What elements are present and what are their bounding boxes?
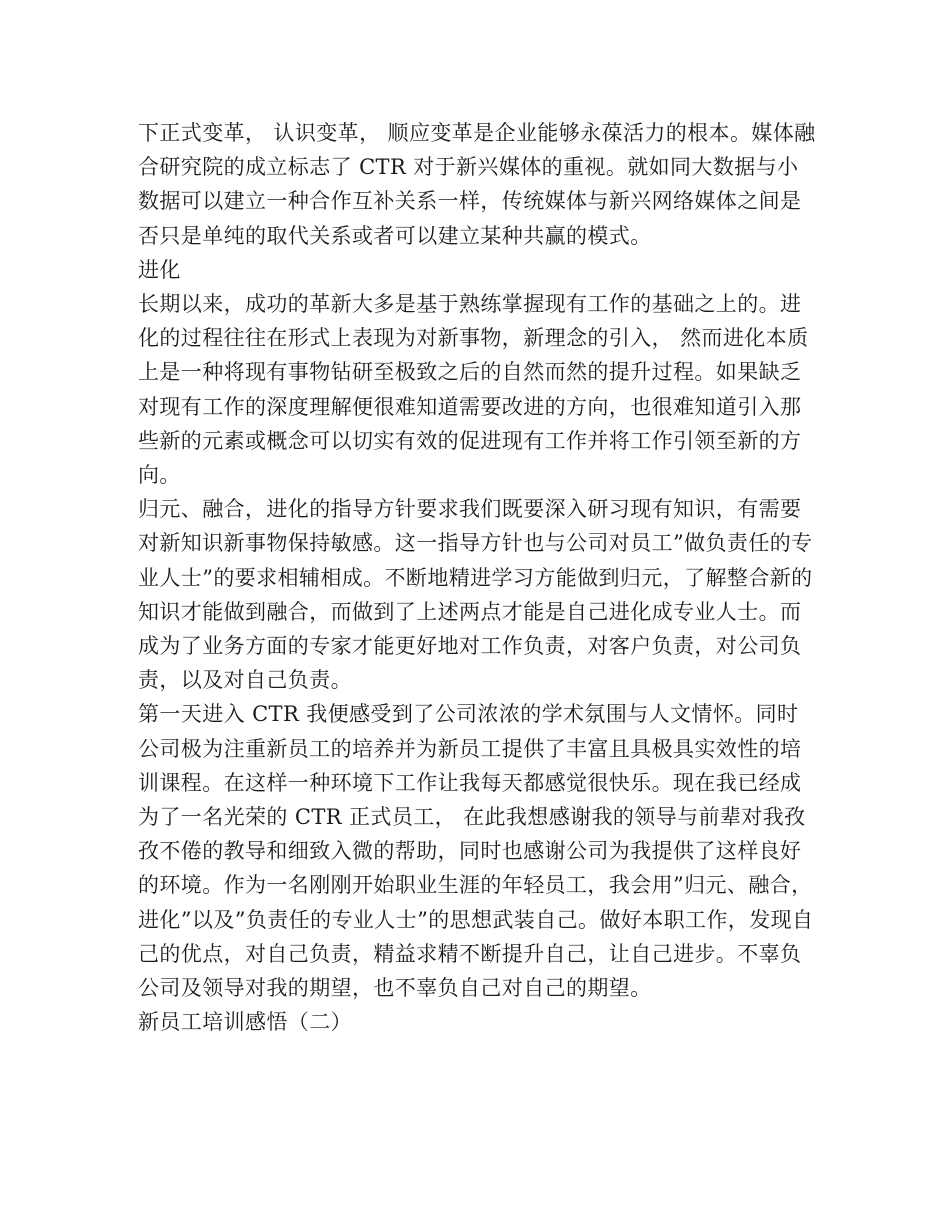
paragraph-guiding-principles: 归元、融合，进化的指导方针要求我们既要深入研习现有知识，有需要对新知识新事物保持敏感。这一指导方针也与公司对员工”做负责任的专业人士”的要求相辅相成。不断地精进学习方能做到归元，了解整合新的知识才能做到融合，而做到了上述两点才能是自己进化成专业人士。而成为了业务方面的专家才能更好地对工作负责，对客户负责，对公司负责，以及对自己负责。 — [138, 497, 813, 693]
paragraph-intro: 下正式变革， 认识变革， 顺应变革是企业能够永葆活力的根本。媒体融合研究院的成立标志了 CTR 对于新兴媒体的重视。就如同大数据与小数据可以建立一种合作互补关系一样，传统媒体与新兴网络媒体之间是否只是单纯的取代关系或者可以建立某种共赢的模式。 — [138, 121, 816, 248]
document-body — [138, 116, 818, 1039]
paragraph-evolution: 长期以来，成功的革新大多是基于熟练掌握现有工作的基础之上的。进化的过程往往在形式上表现为对新事物，新理念的引入， 然而进化本质上是一种将现有事物钻研至极致之后的自然而然的提升过程。如果缺乏对现有工作的深度理解便很难知道需要改进的方向，也很难知道引入那些新的元素或概念可以切实有效的促进现有工作并将工作引领至新的方向。 — [138, 292, 809, 488]
paragraph-first-day: 第一天进入 CTR 我便感受到了公司浓浓的学术氛围与人文情怀。同时公司极为注重新员工的培养并为新员工提供了丰富且具极具实效性的培训课程。在这样一种环境下工作让我每天都感觉很快乐。现在我已经成为了一名光荣的 CTR 正式员工， 在此我想感谢我的领导与前辈对我孜孜不倦的教导和细致入微的帮助，同时也感谢公司为我提供了这样良好的环境。作为一名刚刚开始职业生涯的年轻员工，我会用”归元、融合，进化”以及”负责任的专业人士”的思想武装自己。做好本职工作，发现自己的优点，对自己负责，精益求精不断提升自己，让自己进步。不辜负公司及领导对我的期望，也不辜负自己对自己的期望。 — [138, 702, 814, 1001]
section-heading-training-reflection-2: 新员工培训感悟（二） — [138, 1010, 352, 1035]
section-heading-evolution: 进化 — [138, 257, 181, 282]
